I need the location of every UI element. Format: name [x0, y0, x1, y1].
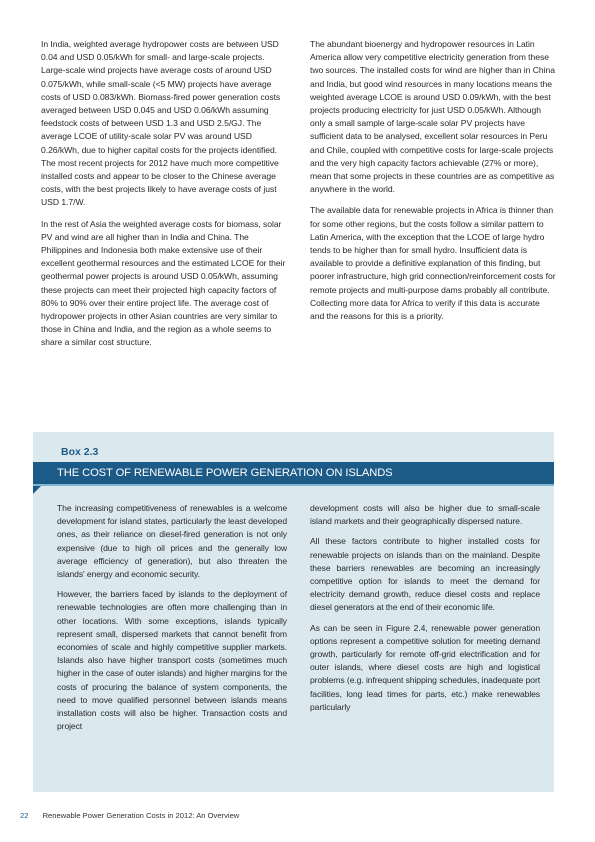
box-paragraph-figure-2-4: As can be seen in Figure 2.4, renewable power generation options represent a competitive solution for meeting demand growth, particularly for remote off-grid electrification and for outer islands, where diesel costs are high and logistical problems (e.g. infrequent shipping schedules, inadequate port facilities, long lead times for parts, etc.) make renewables particularly — [310, 622, 540, 712]
footer-title: Renewable Power Generation Costs in 2012: An Overview — [42, 811, 240, 820]
page-number: 22 — [20, 811, 29, 820]
box-title-notch — [33, 486, 41, 494]
box-paragraph-islands-barriers: However, the barriers faced by islands to the deployment of renewable technologies are often more challenging than in other locations. With some exceptions, islands typically represent small, dispersed markets that cannot benefit from economies of scale and highly competitive supplier markets. Islands also have higher transport costs (sometimes much higher in the case of outer islands) and higher margins for the costs of procuring the balance of system components, the need to move qualified personnel between islands means installation costs will also be higher. Transaction costs and project — [57, 589, 287, 732]
paragraph-latin-america: The abundant bioenergy and hydropower resources in Latin America allow very competitive electricity generation from these two sources. The installed costs for wind are higher than in China and India, but good wind resources in many locations means the weighted average LCOE is around USD 0.09/kWh, with the best projects producing electricity for just USD 0.05/kWh. Although only a small sample of large-scale solar PV projects have sufficient data to be analysed, excellent solar resources in Peru and Chile, coupled with competitive costs for large-scale projects and the very high capacity factors achievable (27% or more), mean that some projects in these countries are as competitive as anywhere in the world. — [310, 39, 555, 195]
box-title: THE COST OF RENEWABLE POWER GENERATION ON ISLANDS — [57, 467, 393, 479]
paragraph-rest-of-asia: In the rest of Asia the weighted average costs for biomass, solar PV and wind are all higher than in India and China. The Philippines and Indonesia both make extensive use of their excellent geothermal resources and the estimated LCOE for their geothermal power projects is around USD 0.05/kWh, assuming these projects can meet their projected high capacity factors of 80% to 90% over their entire project life. The average cost of hydropower projects in other Asian countries are very similar to those in China and India, and the region as a whole seems to share a similar cost structure. — [41, 218, 286, 348]
main-right-column — [310, 38, 556, 331]
box-right-column — [310, 502, 540, 721]
box-paragraph-islands-intro: The increasing competitiveness of renewables is a welcome development for island states, particularly the least developed ones, as their reliance on diesel-fired generation is not only expensive (due to high oil prices and the generally low average efficiency of generation), but also threaten the islands' energy and economic security. — [57, 503, 287, 580]
box-left-column — [57, 502, 287, 740]
paragraph-india-costs: In India, weighted average hydropower costs are between USD 0.04 and USD 0.05/kWh for small- and large-scale projects. Large-scale wind projects have average costs of around USD 0.075/kWh, while small-scale (<5 MW) projects have average costs of USD 0.083/kWh. Biomass-fired power generation costs averaged between USD 0.045 and USD 0.06/kWh assuming feedstock costs of between USD 1.3 and USD 2.5/GJ. The average LCOE of utility-scale solar PV was around USD 0.26/kWh, due to higher capital costs for the projects identified. The most recent projects for 2012 have much more competitive installed costs and appear to be closer to the Chinese average costs, with the best projects likely to have average costs of just USD 1.7/W. — [41, 39, 281, 208]
paragraph-africa: The available data for renewable projects in Africa is thinner than for some other regions, but the costs follow a similar pattern to Latin America, with the exception that the LCOE of large hydro tends to be higher than for small hydro. Insufficient data is available to provide a definitive explanation of this finding, but poorer infrastructure, high grid connection/reinforcement costs for remote projects and multi-purpose dams probably all contribute. Collecting more data for Africa to verify if this data is accurate and the reasons for this is a priority. — [310, 205, 556, 322]
box-2-3-panel — [33, 432, 554, 792]
page-footer — [20, 811, 239, 820]
box-title-bar — [33, 462, 554, 486]
main-left-column — [41, 38, 287, 358]
box-paragraph-development-costs: development costs will also be higher due to small-scale island markets and their geographically dispersed nature. — [310, 503, 540, 527]
box-label: Box 2.3 — [61, 446, 99, 458]
box-paragraph-factors: All these factors contribute to higher installed costs for renewable projects on islands than on the mainland. Despite these barriers renewables are becoming an increasingly competitive option for islands to meet the demand for electricity demand growth, reduce diesel costs and replace diesel generators at the end of their economic life. — [310, 536, 540, 613]
